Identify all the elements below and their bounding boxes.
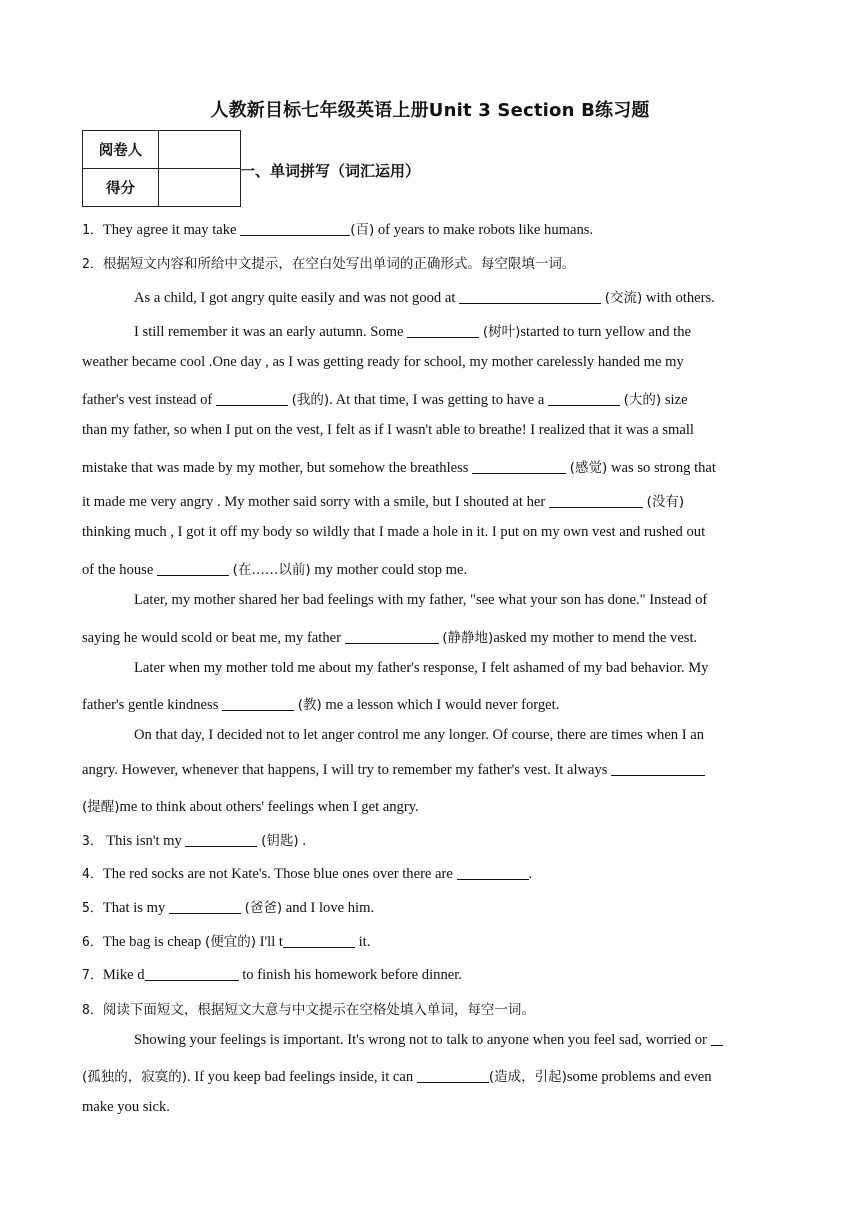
question-1: 1．They agree it may take (百) of years to make robots like humans. [82,222,594,238]
passage-line: of the house (在……以前) my mother could stop me. [82,562,468,578]
answer-blank[interactable] [711,1031,723,1046]
passage-line: weather became cool .One day , as I was getting ready for school, my mother carelessly handed me my [82,354,684,370]
passage-line: Later when my mother told me about my father's response, I felt ashamed of my bad behavior. My [134,660,709,676]
question-number: 1． [82,223,103,238]
question-8-instruction: 8．阅读下面短文，根据短文大意与中文提示在空格处填入单词，每空一词。 [82,1002,535,1018]
answer-blank[interactable] [185,832,257,847]
page-title: 人教新目标七年级英语上册Unit 3 Section B练习题 [210,100,650,121]
passage-line: On that day, I decided not to let anger control me any longer. Of course, there are times when I an [134,727,705,743]
passage-line: (孤独的，寂寞的). If you keep bad feelings inside, it can (造成，引起)some problems and even [82,1069,712,1085]
section-heading: 一、单词拼写（词汇运用） [240,162,421,180]
answer-blank[interactable] [157,561,229,576]
question-6: 6．The bag is cheap (便宜的) I'll t it. [82,934,371,950]
answer-blank[interactable] [283,933,355,948]
passage-line: mistake that was made by my mother, but somehow the breathless (感觉) was so strong that [82,460,716,476]
question-number: 2． [82,257,103,272]
score-label: 得分 [83,169,159,207]
reviewer-value [159,131,241,169]
answer-blank[interactable] [145,966,239,981]
passage-line: As a child, I got angry quite easily and was not good at (交流) with others. [134,290,715,306]
passage-line: saying he would scold or beat me, my father (静静地)asked my mother to mend the vest. [82,630,698,646]
answer-blank[interactable] [459,289,601,304]
answer-blank[interactable] [345,629,439,644]
passage-line: angry. However, whenever that happens, I will try to remember my father's vest. It always [82,761,705,779]
answer-blank[interactable] [240,221,350,236]
question-number: 7． [82,968,103,983]
question-number: 3． [82,834,103,849]
passage-line: than my father, so when I put on the vest, I felt as if I wasn't able to breathe! I realized that it was a small [82,422,694,438]
question-7: 7．Mike d to finish his homework before dinner. [82,967,462,983]
reviewer-label: 阅卷人 [83,131,159,169]
answer-blank[interactable] [216,391,288,406]
passage-line: father's vest instead of (我的). At that time, I was getting to have a (大的) size [82,392,688,408]
passage-line: it made me very angry . My mother said sorry with a smile, but I shouted at her (没有) [82,494,685,510]
passage-line: Showing your feelings is important. It's wrong not to talk to anyone when you feel sad, worried or [134,1031,723,1049]
score-value [159,169,241,207]
question-3: 3． This isn't my (钥匙) . [82,833,306,849]
answer-blank[interactable] [457,865,529,880]
question-number: 5． [82,901,103,916]
question-5: 5．That is my (爸爸) and I love him. [82,900,375,916]
passage-line: make you sick. [82,1099,170,1115]
passage-line: thinking much , I got it off my body so wildly that I made a hole in it. I put on my own vest and rushed out [82,524,706,540]
passage-line: (提醒)me to think about others' feelings when I get angry. [82,799,419,815]
question-number: 8． [82,1003,103,1018]
answer-blank[interactable] [472,459,566,474]
answer-blank[interactable] [417,1068,489,1083]
question-number: 4． [82,867,103,882]
passage-line: I still remember it was an early autumn. Some (树叶)started to turn yellow and the [134,324,691,340]
answer-blank[interactable] [549,493,643,508]
question-2-instruction: 2．根据短文内容和所给中文提示，在空白处写出单词的正确形式。每空限填一词。 [82,256,576,272]
score-table [82,130,241,207]
question-number: 6． [82,935,103,950]
answer-blank[interactable] [407,323,479,338]
answer-blank[interactable] [611,761,705,776]
answer-blank[interactable] [222,696,294,711]
answer-blank[interactable] [169,899,241,914]
passage-line: Later, my mother shared her bad feelings with my father, "see what your son has done." Instead of [134,592,708,608]
question-4: 4．The red socks are not Kate's. Those blue ones over there are . [82,866,533,882]
answer-blank[interactable] [548,391,620,406]
passage-line: father's gentle kindness (教) me a lesson which I would never forget. [82,697,560,713]
